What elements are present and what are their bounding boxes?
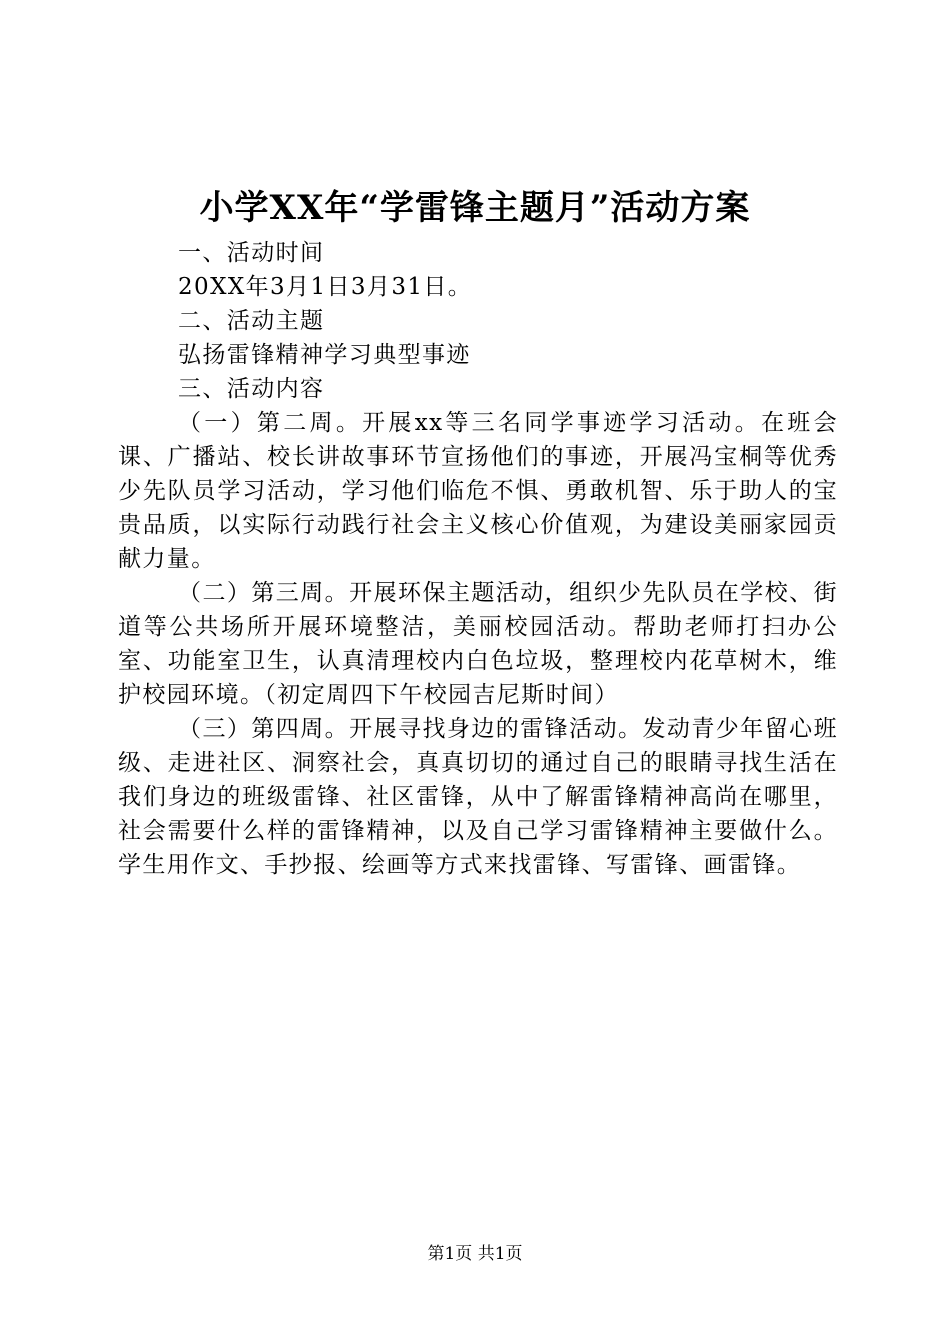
document-title: 小学XX年“学雷锋主题月”活动方案	[199, 188, 751, 228]
section-heading-theme: 二、活动主题	[178, 308, 325, 334]
section-heading-time: 一、活动时间	[178, 240, 325, 266]
activity-time-text: 20XX年3月1日3月31日。	[178, 274, 473, 300]
page-footer: 第1页 共1页	[427, 1244, 523, 1264]
content-item-week3: （二）第三周。开展环保主题活动，组织少先队员在学校、街道等公共场所开展环境整洁，美丽校园活动。帮助老师打扫办公室、功能室卫生，认真清理校内白色垃圾，整理校内花草树木，维护校园环境。（初定周四下午校园吉尼斯时间）	[118, 580, 838, 708]
document-body	[118, 236, 838, 882]
activity-theme-text: 弘扬雷锋精神学习典型事迹	[178, 342, 471, 368]
content-item-week4: （三）第四周。开展寻找身边的雷锋活动。发动青少年留心班级、走进社区、洞察社会，真真切切的通过自己的眼睛寻找生活在我们身边的班级雷锋、社区雷锋，从中了解雷锋精神高尚在哪里，社会需要什么样的雷锋精神，以及自己学习雷锋精神主要做什么。学生用作文、手抄报、绘画等方式来找雷锋、写雷锋、画雷锋。	[118, 716, 838, 878]
content-item-week2: （一）第二周。开展xx等三名同学事迹学习活动。在班会课、广播站、校长讲故事环节宣扬他们的事迹，开展冯宝桐等优秀少先队员学习活动，学习他们临危不惧、勇敢机智、乐于助人的宝贵品质，以实际行动践行社会主义核心价值观，为建设美丽家园贡献力量。	[118, 410, 838, 572]
section-heading-content: 三、活动内容	[178, 376, 325, 402]
